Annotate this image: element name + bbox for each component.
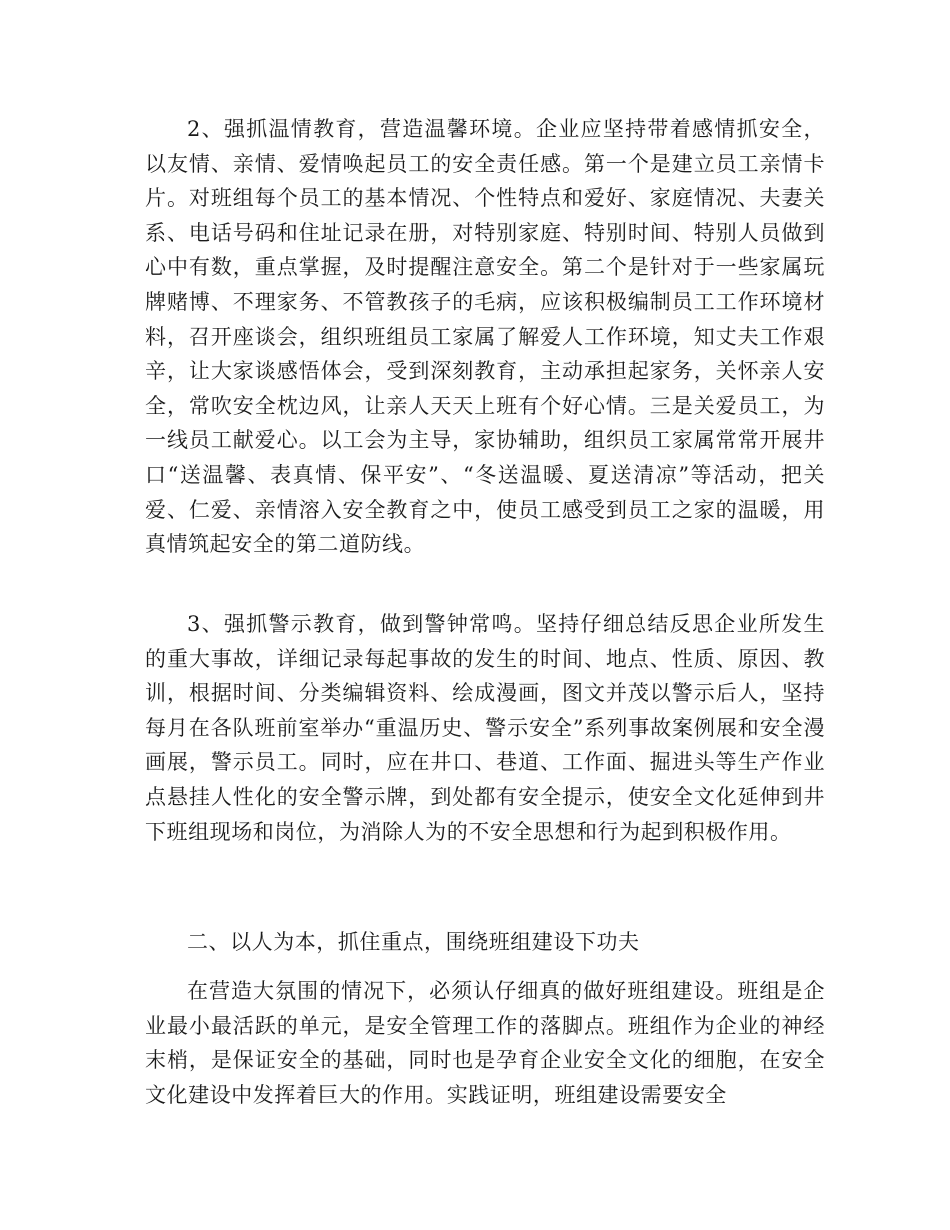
section-heading-team-building: 二、以人为本，抓住重点，围绕班组建设下功夫 [187,930,640,954]
paragraph-warning-education: 3、强抓警示教育，做到警钟常鸣。坚持仔细总结反思企业所发生的重大事故，详细记录每起事故的发生的时间、地点、性质、原因、教训，根据时间、分类编辑资料、绘成漫画，图文并茂以警示后人，坚持每月在各队班前室举办“重温历史、警示安全”系列事故案例展和安全漫画展，警示员工。同时，应在井口、巷道、工作面、掘进头等生产作业点悬挂人性化的安全警示牌，到处都有安全提示，使安全文化延伸到井下班组现场和岗位，为消除人为的不安全思想和行为起到积极作用。 [145,612,825,844]
paragraph-warmth-education: 2、强抓温情教育，营造温馨环境。企业应坚持带着感情抓安全，以友情、亲情、爱情唤起员工的安全责任感。第一个是建立员工亲情卡片。对班组每个员工的基本情况、个性特点和爱好、家庭情况、夫妻关系、电话号码和住址记录在册，对特别家庭、特别时间、特别人员做到心中有数，重点掌握，及时提醒注意安全。第二个是针对于一些家属玩牌赌博、不理家务、不管教孩子的毛病，应该积极编制员工工作环境材料，召开座谈会，组织班组员工家属了解爱人工作环境，知丈夫工作艰辛，让大家谈感悟体会，受到深刻教育，主动承担起家务，关怀亲人安全，常吹安全枕边风，让亲人天天上班有个好心情。三是关爱员工，为一线员工献爱心。以工会为主导，家协辅助，组织员工家属常常开展井口“送温馨、表真情、保平安”、“冬送温暖、夏送清凉”等活动，把关爱、仁爱、亲情溶入安全教育之中，使员工感受到员工之家的温暖，用真情筑起安全的第二道防线。 [145,117,825,557]
paragraph-team-building: 在营造大氛围的情况下，必须认仔细真的做好班组建设。班组是企业最小最活跃的单元，是安全管理工作的落脚点。班组作为企业的神经末梢，是保证安全的基础，同时也是孕育企业安全文化的细胞，在安全文化建设中发挥着巨大的作用。实践证明，班组建设需要安全 [145,979,825,1107]
